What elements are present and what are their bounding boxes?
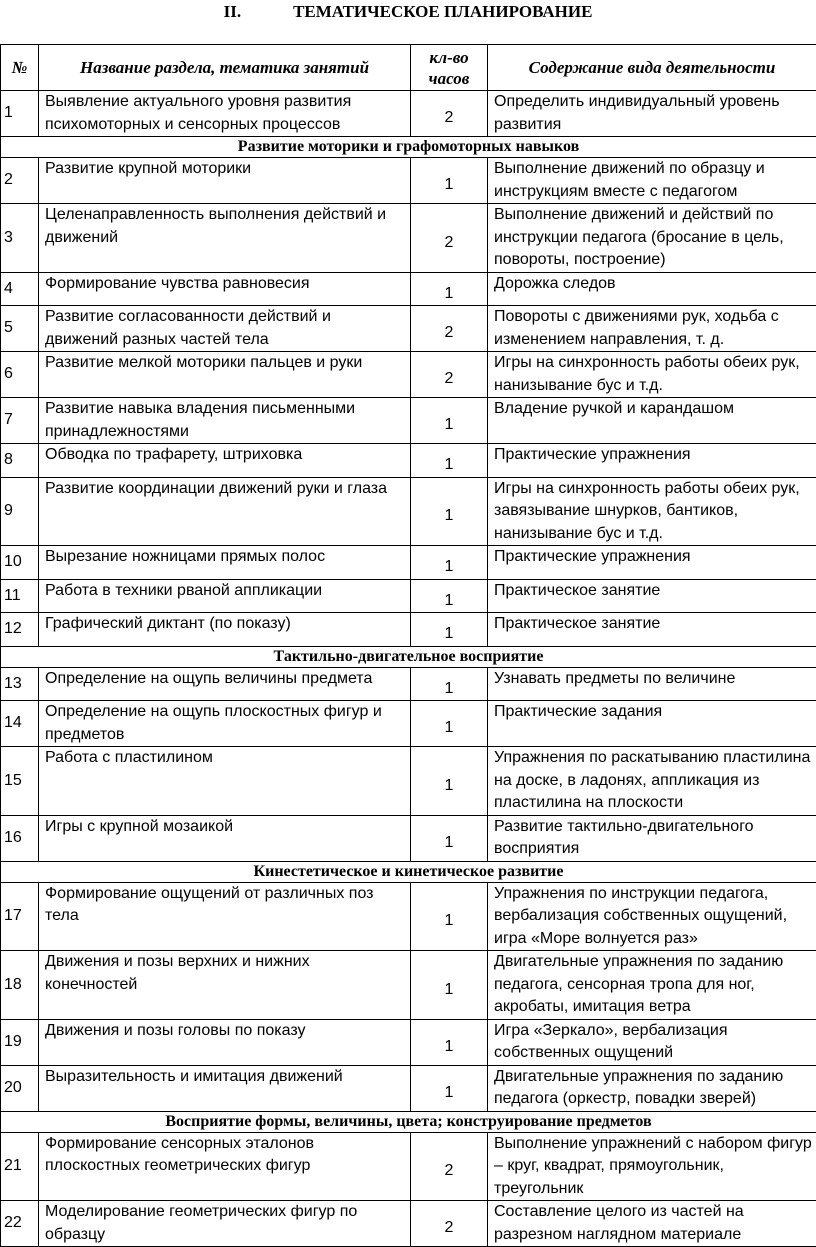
row-activity: Игры на синхронность работы обеих рук, нанизывание бус и т.д. bbox=[488, 352, 816, 398]
row-topic: Моделирование геометрических фигур по образцу bbox=[39, 1201, 411, 1247]
row-activity: Развитие тактильно-двигательного восприятия bbox=[488, 815, 816, 861]
table-row bbox=[1, 546, 816, 580]
table-row bbox=[1, 882, 816, 951]
table-row bbox=[1, 352, 816, 398]
row-hours: 1 bbox=[411, 951, 488, 1020]
row-number: 19 bbox=[1, 1019, 39, 1065]
table-row bbox=[1, 1201, 816, 1247]
row-topic: Развитие мелкой моторики пальцев и руки bbox=[39, 352, 411, 398]
row-number: 14 bbox=[1, 701, 39, 747]
table-row bbox=[1, 1019, 816, 1065]
table-row bbox=[1, 667, 816, 701]
row-topic: Движения и позы верхних и нижних конечностей bbox=[39, 951, 411, 1020]
planning-table bbox=[0, 44, 816, 1247]
row-number: 8 bbox=[1, 444, 39, 478]
section-row bbox=[1, 1111, 816, 1132]
table-row bbox=[1, 701, 816, 747]
row-activity: Игры на синхронность работы обеих рук, завязывание шнурков, бантиков, нанизывание бус и т.д. bbox=[488, 477, 816, 546]
header-num: № bbox=[1, 45, 39, 91]
row-number: 10 bbox=[1, 546, 39, 580]
row-activity: Владение ручкой и карандашом bbox=[488, 398, 816, 444]
row-topic: Развитие согласованности действий и движений разных частей тела bbox=[39, 306, 411, 352]
table-row bbox=[1, 1132, 816, 1201]
row-number: 9 bbox=[1, 477, 39, 546]
table-row bbox=[1, 272, 816, 306]
row-hours: 1 bbox=[411, 701, 488, 747]
row-number: 7 bbox=[1, 398, 39, 444]
row-number: 6 bbox=[1, 352, 39, 398]
row-hours: 2 bbox=[411, 352, 488, 398]
row-hours: 2 bbox=[411, 1201, 488, 1247]
row-hours: 1 bbox=[411, 667, 488, 701]
row-topic: Определение на ощупь плоскостных фигур и предметов bbox=[39, 701, 411, 747]
table-row bbox=[1, 306, 816, 352]
row-hours: 2 bbox=[411, 1132, 488, 1201]
row-activity: Практические упражнения bbox=[488, 444, 816, 478]
row-hours: 1 bbox=[411, 158, 488, 204]
row-number: 11 bbox=[1, 579, 39, 613]
section-row bbox=[1, 137, 816, 158]
row-topic: Графический диктант (по показу) bbox=[39, 613, 411, 647]
row-activity: Двигательные упражнения по заданию педагога (оркестр, повадки зверей) bbox=[488, 1065, 816, 1111]
row-hours: 2 bbox=[411, 204, 488, 273]
row-hours: 1 bbox=[411, 546, 488, 580]
row-hours: 1 bbox=[411, 1065, 488, 1111]
table-row bbox=[1, 91, 816, 137]
row-hours: 1 bbox=[411, 477, 488, 546]
table-row bbox=[1, 1065, 816, 1111]
row-topic: Выявление актуального уровня развития психомоторных и сенсорных процессов bbox=[39, 91, 411, 137]
section-row bbox=[1, 861, 816, 882]
row-topic: Развитие координации движений руки и глаза bbox=[39, 477, 411, 546]
section-title: Восприятие формы, величины, цвета; конструирование предметов bbox=[1, 1111, 816, 1132]
section-number: II. bbox=[224, 0, 241, 24]
row-topic: Формирование ощущений от различных поз тела bbox=[39, 882, 411, 951]
row-topic: Развитие крупной моторики bbox=[39, 158, 411, 204]
row-hours: 1 bbox=[411, 882, 488, 951]
row-number: 16 bbox=[1, 815, 39, 861]
row-activity: Выполнение движений и действий по инструкции педагога (бросание в цель, повороты, построение) bbox=[488, 204, 816, 273]
row-hours: 1 bbox=[411, 815, 488, 861]
table-body bbox=[1, 91, 816, 1247]
row-number: 3 bbox=[1, 204, 39, 273]
row-hours: 2 bbox=[411, 306, 488, 352]
row-number: 2 bbox=[1, 158, 39, 204]
row-activity: Узнавать предметы по величине bbox=[488, 667, 816, 701]
table-header-row bbox=[1, 45, 816, 91]
row-activity: Практические задания bbox=[488, 701, 816, 747]
row-activity: Практические упражнения bbox=[488, 546, 816, 580]
row-activity: Составление целого из частей на разрезном наглядном материале bbox=[488, 1201, 816, 1247]
table-row bbox=[1, 579, 816, 613]
row-topic: Вырезание ножницами прямых полос bbox=[39, 546, 411, 580]
row-topic: Движения и позы головы по показу bbox=[39, 1019, 411, 1065]
row-topic: Обводка по трафарету, штриховка bbox=[39, 444, 411, 478]
row-activity: Упражнения по раскатыванию пластилина на доске, в ладонях, аппликация из пластилина на плоскости bbox=[488, 747, 816, 816]
row-number: 15 bbox=[1, 747, 39, 816]
header-hours: кл-во часов bbox=[411, 45, 488, 91]
row-number: 18 bbox=[1, 951, 39, 1020]
table-row bbox=[1, 815, 816, 861]
row-hours: 2 bbox=[411, 91, 488, 137]
row-hours: 1 bbox=[411, 579, 488, 613]
row-number: 17 bbox=[1, 882, 39, 951]
row-hours: 1 bbox=[411, 613, 488, 647]
section-row bbox=[1, 646, 816, 667]
row-topic: Целенаправленность выполнения действий и движений bbox=[39, 204, 411, 273]
row-activity: Практическое занятие bbox=[488, 613, 816, 647]
row-number: 20 bbox=[1, 1065, 39, 1111]
section-title: Развитие моторики и графомоторных навыков bbox=[1, 137, 816, 158]
row-hours: 1 bbox=[411, 1019, 488, 1065]
row-topic: Выразительность и имитация движений bbox=[39, 1065, 411, 1111]
row-topic: Игры с крупной мозаикой bbox=[39, 815, 411, 861]
table-row bbox=[1, 158, 816, 204]
table-row bbox=[1, 613, 816, 647]
row-activity: Выполнение упражнений с набором фигур – круг, квадрат, прямоугольник, треугольник bbox=[488, 1132, 816, 1201]
row-number: 21 bbox=[1, 1132, 39, 1201]
table-row bbox=[1, 204, 816, 273]
table-row bbox=[1, 747, 816, 816]
row-topic: Определение на ощупь величины предмета bbox=[39, 667, 411, 701]
row-hours: 1 bbox=[411, 747, 488, 816]
row-topic: Формирование сенсорных эталонов плоскостных геометрических фигур bbox=[39, 1132, 411, 1201]
row-activity: Дорожка следов bbox=[488, 272, 816, 306]
header-content: Содержание вида деятельности bbox=[488, 45, 816, 91]
row-activity: Определить индивидуальный уровень развития bbox=[488, 91, 816, 137]
row-number: 4 bbox=[1, 272, 39, 306]
table-row bbox=[1, 444, 816, 478]
row-activity: Двигательные упражнения по заданию педагога, сенсорная тропа для ног, акробаты, имитация ветра bbox=[488, 951, 816, 1020]
row-topic: Работа с пластилином bbox=[39, 747, 411, 816]
section-title: Кинестетическое и кинетическое развитие bbox=[1, 861, 816, 882]
row-hours: 1 bbox=[411, 272, 488, 306]
row-topic: Формирование чувства равновесия bbox=[39, 272, 411, 306]
table-row bbox=[1, 951, 816, 1020]
row-activity: Упражнения по инструкции педагога, вербализация собственных ощущений, игра «Море волнуется раз» bbox=[488, 882, 816, 951]
row-topic: Развитие навыка владения письменными принадлежностями bbox=[39, 398, 411, 444]
row-topic: Работа в техники рваной аппликации bbox=[39, 579, 411, 613]
row-activity: Повороты с движениями рук, ходьба с изменением направления, т. д. bbox=[488, 306, 816, 352]
table-row bbox=[1, 477, 816, 546]
page-title bbox=[0, 0, 816, 24]
row-activity: Игра «Зеркало», вербализация собственных ощущений bbox=[488, 1019, 816, 1065]
section-title: ТЕМАТИЧЕСКОЕ ПЛАНИРОВАНИЕ bbox=[293, 2, 592, 21]
row-number: 12 bbox=[1, 613, 39, 647]
row-number: 1 bbox=[1, 91, 39, 137]
row-activity: Практическое занятие bbox=[488, 579, 816, 613]
row-hours: 1 bbox=[411, 444, 488, 478]
row-number: 5 bbox=[1, 306, 39, 352]
row-number: 22 bbox=[1, 1201, 39, 1247]
section-title: Тактильно-двигательное восприятие bbox=[1, 646, 816, 667]
row-number: 13 bbox=[1, 667, 39, 701]
table-row bbox=[1, 398, 816, 444]
row-activity: Выполнение движений по образцу и инструкциям вместе с педагогом bbox=[488, 158, 816, 204]
header-name: Название раздела, тематика занятий bbox=[39, 45, 411, 91]
row-hours: 1 bbox=[411, 398, 488, 444]
